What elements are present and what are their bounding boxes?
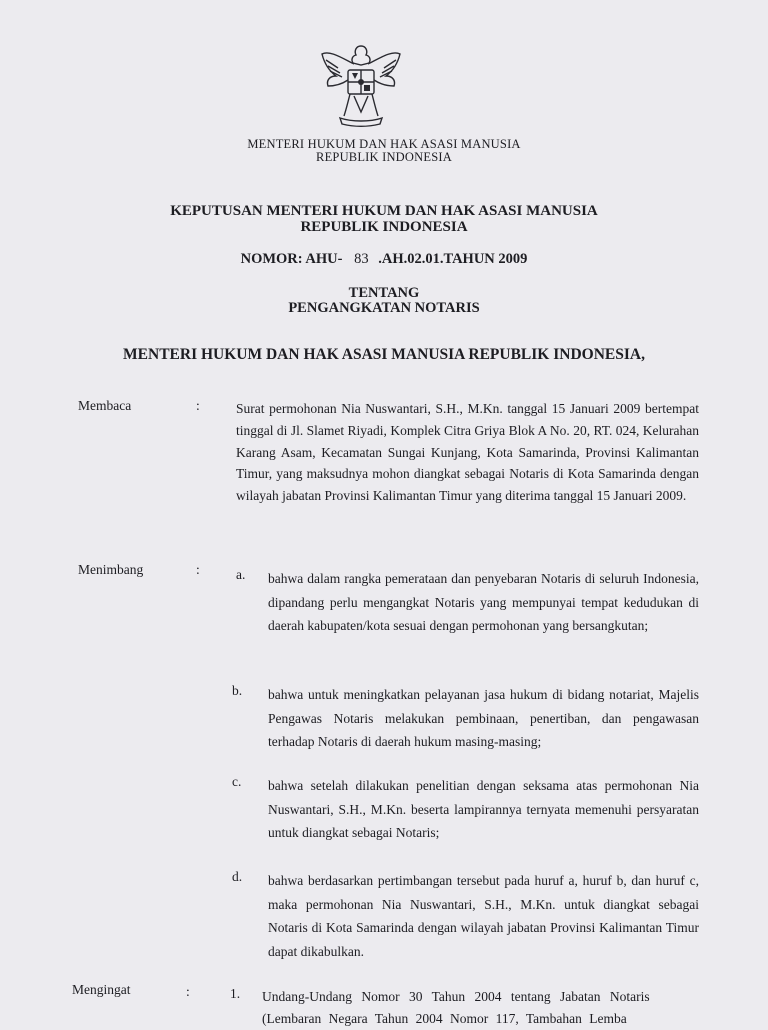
menimbang-marker-b: b. xyxy=(232,683,243,698)
menimbang-colon: : xyxy=(196,562,200,577)
decree-number xyxy=(0,251,768,268)
nomor-suffix: .AH.02.01.TAHUN 2009 xyxy=(378,251,528,267)
nomor-number: 83 xyxy=(354,251,369,267)
decree-issuer: MENTERI HUKUM DAN HAK ASASI MANUSIA REPUBLIK INDONESIA, xyxy=(123,346,645,363)
membaca-label: Membaca xyxy=(78,398,132,413)
mengingat-item1-line2: (Lembaran Negara Tahun 2004 Nomor 117, Tambahan Lemba xyxy=(262,1011,627,1026)
membaca-colon: : xyxy=(196,398,200,413)
decree-title-line2: REPUBLIK INDONESIA xyxy=(300,219,468,235)
mengingat-item1-line1: Undang-Undang Nomor 30 Tahun 2004 tentang Jabatan Notaris xyxy=(262,989,650,1004)
membaca-text: Surat permohonan Nia Nuswantari, S.H., M.Kn. tanggal 15 Januari 2009 bertempat tinggal di Jl. Slamet Riyadi, Komplek Citra Griya Blok A No. 20, RT. 024, Kelurahan Karang Asam, Kecamatan Sungai Kunjang, Kota Samarinda, Provinsi Kalimantan Timur, yang maksudnya mohon diangkat sebagai Notaris di Kota Samarinda dengan wilayah jabatan Provinsi Kalimantan Timur yang diterima tanggal 15 Januari 2009. xyxy=(236,401,699,504)
menimbang-marker-d: d. xyxy=(232,869,243,884)
ministry-header-line2: REPUBLIK INDONESIA xyxy=(316,150,452,164)
decree-subject: PENGANGKATAN NOTARIS xyxy=(288,300,480,316)
menimbang-item-d: bahwa berdasarkan pertimbangan tersebut pada huruf a, huruf b, dan huruf c, maka permohonan Nia Nuswantari, S.H., M.Kn. untuk diangkat sebagai Notaris di Kota Samarinda dengan wilayah jabatan Provinsi Kalimantan Timur dapat dikabulkan. xyxy=(268,873,699,959)
menimbang-marker-a: a. xyxy=(236,567,246,582)
nomor-prefix: NOMOR: AHU- xyxy=(240,251,343,267)
tentang-heading: TENTANG xyxy=(348,285,420,301)
decree-title-line1: KEPUTUSAN MENTERI HUKUM DAN HAK ASASI MANUSIA xyxy=(170,203,598,219)
menimbang-item-c: bahwa setelah dilakukan penelitian dengan seksama atas permohonan Nia Nuswantari, S.H., M.Kn. beserta lampirannya ternyata memenuhi persyaratan untuk diangkat sebagai Notaris; xyxy=(268,778,699,840)
mengingat-marker-1: 1. xyxy=(230,986,241,1001)
mengingat-colon: : xyxy=(186,984,190,999)
ministry-header-line1: MENTERI HUKUM DAN HAK ASASI MANUSIA xyxy=(247,137,521,151)
menimbang-item-a: bahwa dalam rangka pemerataan dan penyebaran Notaris di seluruh Indonesia, dipandang perlu mengangkat Notaris yang mempunyai tempat kedudukan di daerah kabupaten/kota sesuai dengan permohonan yang bersangkutan; xyxy=(268,571,699,633)
menimbang-marker-c: c. xyxy=(232,774,242,789)
menimbang-label: Menimbang xyxy=(78,562,144,577)
mengingat-label: Mengingat xyxy=(72,982,131,997)
garuda-emblem-icon xyxy=(318,40,404,130)
menimbang-item-b: bahwa untuk meningkatkan pelayanan jasa hukum di bidang notariat, Majelis Pengawas Notaris melakukan pembinaan, penertiban, dan pengawasan terhadap Notaris di daerah hukum masing-masing; xyxy=(268,687,699,749)
